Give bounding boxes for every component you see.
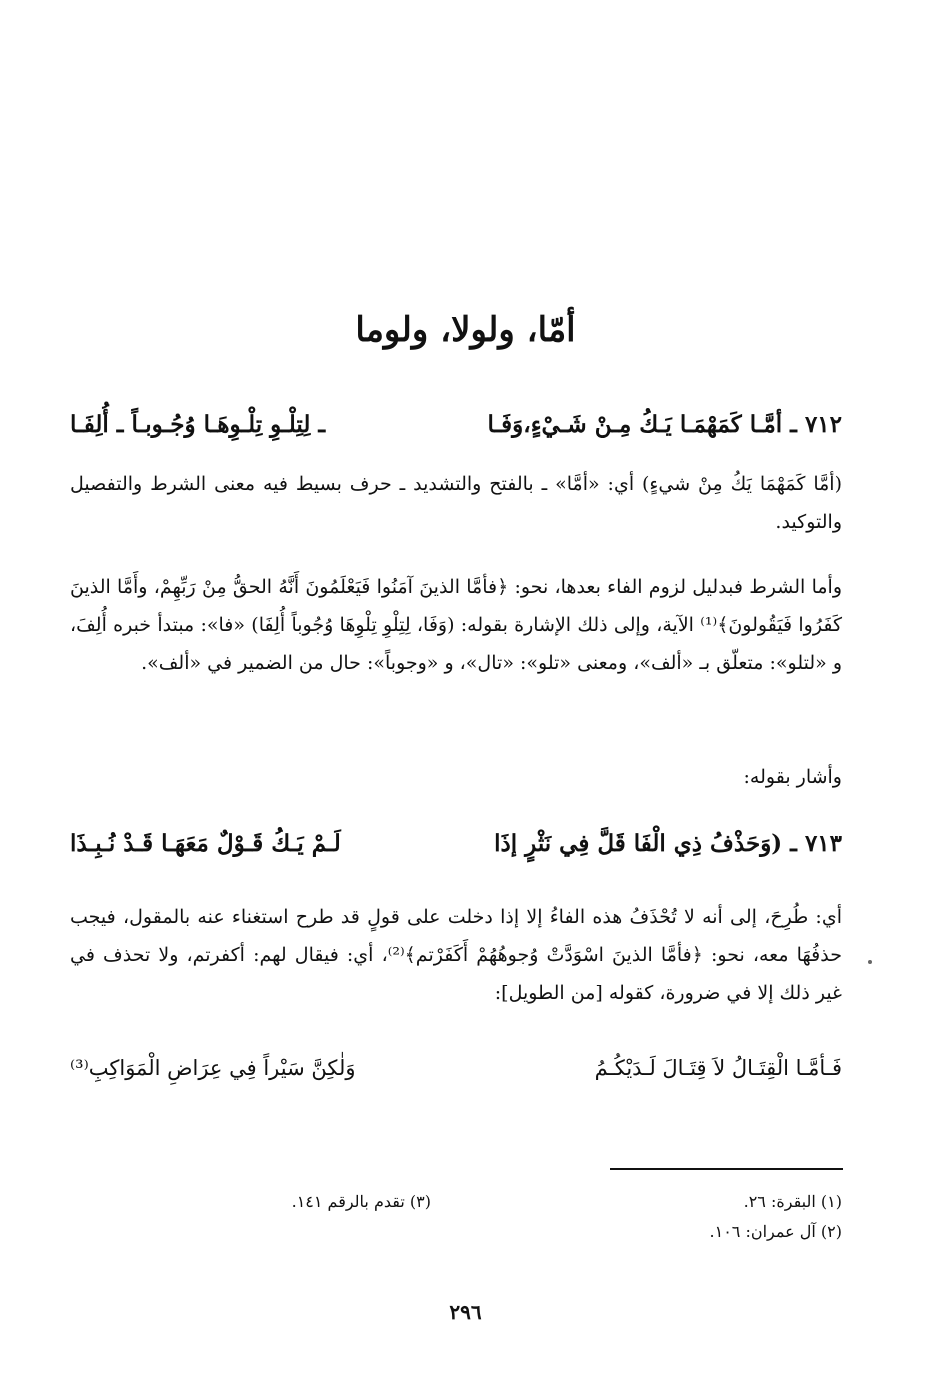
- commentary-paragraph-3: وأشار بقوله:: [743, 766, 842, 788]
- chapter-title: أمّا، ولولا، ولوما: [355, 310, 576, 350]
- verse-713-first-hemistich: ٧١٣ ـ (وَحَذْفُ ذِي الْفَا قَلَّ فِي نَثْرٍ إذَا: [494, 830, 842, 857]
- commentary-paragraph-4: أي: طُرِحَ، إلى أنه لا تُحْذَفُ هذه الفاءُ إلا إذا دخلت على قولٍ قد طرح استغناء عنه بالمقول، فيجب حذفُهَا معه، نحو: ﴿فأمَّا الذينَ اسْوَدَّتْ وُجوهُهُمْ أَكَفَرْتم﴾⁽²⁾، أي: فيقال لهم: أكفرتم، ولا تحذف في غير ذلك إلا في ضرورة، كقوله [من الطويل]:: [70, 906, 842, 1004]
- poetry-quote-first-hemistich: فَـأمَّـا الْقِتَـالُ لاَ قِتَـالَ لَـدَيْكُـمُ: [594, 1056, 842, 1080]
- commentary-paragraph-2: وأما الشرط فبدليل لزوم الفاء بعدها، نحو: ﴿فأمَّا الذينَ آمَنُوا فَيَعْلَمُونَ أَنَّهُ الحقُّ مِنْ رَبِّهِمْ، وأَمَّا الذينَ كَفَرُوا فَيَقُولونَ﴾⁽¹⁾ الآية، وإلى ذلك الإشارة بقوله: (وَفَا، لِتِلْوِ تِلْوِهَا وُجُوباً أُلِفَا) «فا»: مبتدأ خبره أُلِفَ، و «لتلو»: متعلّق بـ «ألف»، ومعنى «تلو»: «تال»، و «وجوباً»: حال من الضمير في «ألف».: [70, 576, 842, 674]
- footnote-1: (١) البقرة: ٢٦.: [743, 1192, 842, 1211]
- footnote-separator: [610, 1168, 843, 1170]
- poetry-quote-second-hemistich: وَلٰكِنَّ سَيْراً فِي عِرَاضِ الْمَوَاكِبِ⁽³⁾: [70, 1056, 356, 1080]
- scan-speck: [868, 960, 872, 964]
- commentary-paragraph-1: (أمَّا كَمَهْمَا يَكُ مِنْ شيءٍ) أي: «أمَّا» ـ بالفتح والتشديد ـ حرف بسيط فيه معنى الشرط والتفصيل والتوكيد.: [70, 473, 842, 533]
- verse-713: [70, 824, 842, 864]
- poetry-quote: [70, 1048, 842, 1088]
- page-number: ٢٩٦: [449, 1300, 482, 1324]
- verse-712-first-hemistich: ٧١٢ ـ أمَّـا كَمَهْمَـا يَـكُ مِـنْ شَـيْءٍ،وَفَـا: [487, 411, 842, 438]
- verse-712: [70, 405, 842, 445]
- footnote-2: (٢) آل عمران: ١٠٦.: [709, 1222, 842, 1241]
- footnote-3: (٣) تقدم بالرقم ١٤١.: [291, 1192, 431, 1211]
- verse-713-second-hemistich: لَـمْ يَـكُ قَـوْلٌ مَعَهَـا قَـدْ نُـبِـذَا: [70, 830, 341, 857]
- verse-712-second-hemistich: ـ لِتِلْـوِ تِلْـوِهَـا وُجُـوبـاً ـ أُلِفَـا: [70, 411, 326, 438]
